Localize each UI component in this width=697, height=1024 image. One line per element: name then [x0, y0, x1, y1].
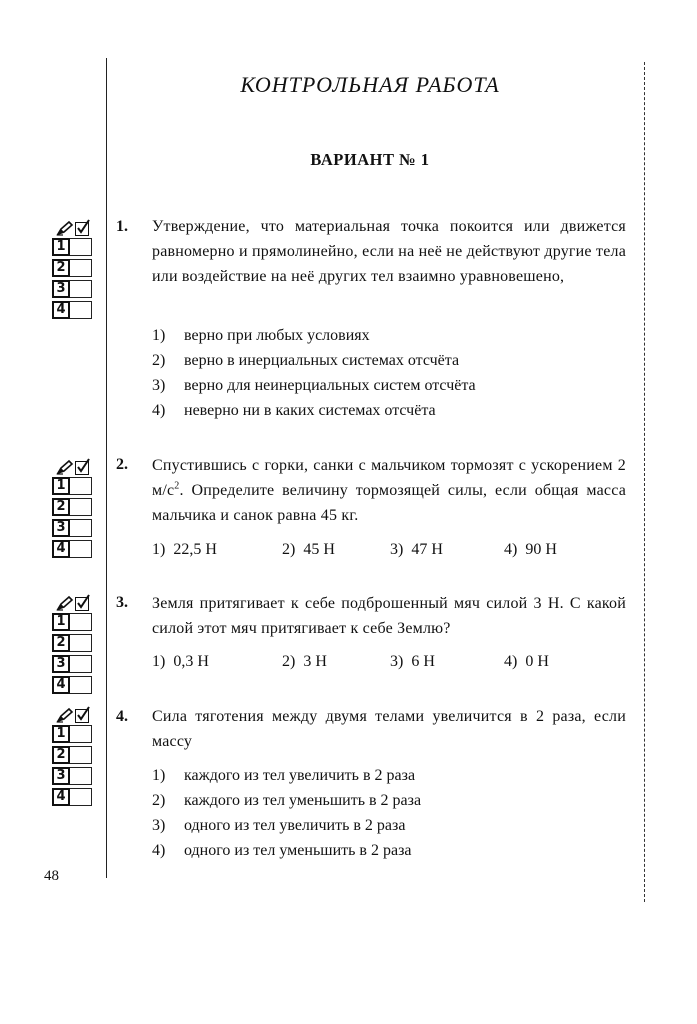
- answer-number-2: 2: [52, 259, 70, 277]
- answer-cell-1[interactable]: [70, 613, 92, 631]
- option-q1-1: 1) верно при любых условиях: [152, 327, 370, 344]
- question-number: 2.: [116, 456, 128, 473]
- answer-number-3: 3: [52, 655, 70, 673]
- pencil-icon: [56, 220, 74, 236]
- variant-heading: ВАРИАНТ № 1: [310, 150, 430, 169]
- answer-box-header: [56, 455, 98, 475]
- answer-cell-3[interactable]: [70, 519, 92, 537]
- answer-box-header: [56, 591, 98, 611]
- question-number: 4.: [116, 708, 128, 725]
- answer-cell-1[interactable]: [70, 477, 92, 495]
- option-q4-3: 3) одного из тел увеличить в 2 раза: [152, 817, 406, 834]
- answer-number-1: 1: [52, 477, 70, 495]
- option-q3-4: 4) 0 Н: [504, 653, 549, 670]
- option-q3-3: 3) 6 Н: [390, 653, 435, 670]
- options-list-q2: [152, 541, 557, 559]
- question-text-3: Земля притягивает к себе подброшенный мяч силой 3 Н. С какой силой этот мяч притягивает к себе Землю?: [152, 595, 626, 637]
- answer-number-2: 2: [52, 498, 70, 516]
- answer-number-2: 2: [52, 634, 70, 652]
- option-q1-2: 2) верно в инерциальных системах отсчёта: [152, 352, 460, 369]
- option-q1-3: 3) верно для неинерциальных систем отсчёта: [152, 377, 476, 394]
- answer-cell-1[interactable]: [70, 238, 92, 256]
- page-number: 48: [44, 868, 59, 884]
- answer-box-header: [56, 216, 98, 236]
- option-q3-2: 2) 3 Н: [282, 653, 327, 670]
- answer-cell-4[interactable]: [70, 540, 92, 558]
- option-q4-2: 2) каждого из тел уменьшить в 2 раза: [152, 792, 422, 809]
- answer-cell-2[interactable]: [70, 498, 92, 516]
- option-q4-1: 1) каждого из тел увеличить в 2 раза: [152, 767, 416, 784]
- answer-cell-2[interactable]: [70, 746, 92, 764]
- options-list-q4: [152, 763, 421, 863]
- answer-number-1: 1: [52, 238, 70, 256]
- cut-line: [644, 62, 645, 902]
- answer-box-header: [56, 703, 98, 723]
- page-title: КОНТРОЛЬНАЯ РАБОТА: [240, 72, 500, 97]
- pencil-icon: [56, 595, 74, 611]
- checkbox-icon: [75, 461, 89, 475]
- answer-cell-2[interactable]: [70, 634, 92, 652]
- option-q2-1: 1) 22,5 Н: [152, 541, 217, 558]
- pencil-icon: [56, 459, 74, 475]
- option-q3-1: 1) 0,3 Н: [152, 653, 209, 670]
- question-text-4: Сила тяготения между двумя телами увеличится в 2 раза, если массу: [152, 708, 626, 750]
- answer-box-q2: [52, 455, 98, 559]
- answer-cell-3[interactable]: [70, 655, 92, 673]
- answer-number-3: 3: [52, 767, 70, 785]
- answer-number-1: 1: [52, 613, 70, 631]
- margin-line: [106, 58, 107, 878]
- options-list-q3: [152, 653, 549, 671]
- answer-number-3: 3: [52, 280, 70, 298]
- answer-number-2: 2: [52, 746, 70, 764]
- answer-number-4: 4: [52, 788, 70, 806]
- option-q4-4: 4) одного из тел уменьшить в 2 раза: [152, 842, 412, 859]
- question-text-1: Утверждение, что материальная точка покоится или движется равномерно и прямолинейно, если на неё не действуют другие тела или воздействие на неё других тел взаимно уравновешено,: [152, 218, 626, 285]
- answer-cell-3[interactable]: [70, 280, 92, 298]
- answer-cell-4[interactable]: [70, 301, 92, 319]
- answer-box-q3: [52, 591, 98, 695]
- option-q2-4: 4) 90 Н: [504, 541, 557, 558]
- checkbox-icon: [75, 222, 89, 236]
- answer-number-4: 4: [52, 676, 70, 694]
- answer-number-4: 4: [52, 301, 70, 319]
- answer-number-1: 1: [52, 725, 70, 743]
- checkbox-icon: [75, 597, 89, 611]
- option-q2-3: 3) 47 Н: [390, 541, 443, 558]
- question-number: 3.: [116, 594, 128, 611]
- option-q1-4: 4) неверно ни в каких системах отсчёта: [152, 402, 436, 419]
- options-list-q1: [152, 323, 476, 423]
- answer-number-3: 3: [52, 519, 70, 537]
- answer-box-q4: [52, 703, 98, 807]
- question-text-2: Спустившись с горки, санки с мальчиком тормозят с ускорением 2 $м/с^2$. Определите величину тормозящей силы, если общая масса мальчика и санок равна 45 кг.: [152, 457, 626, 524]
- answer-cell-4[interactable]: [70, 676, 92, 694]
- checkbox-icon: [75, 709, 89, 723]
- answer-cell-2[interactable]: [70, 259, 92, 277]
- answer-number-4: 4: [52, 540, 70, 558]
- answer-cell-1[interactable]: [70, 725, 92, 743]
- answer-box-q1: [52, 216, 98, 320]
- answer-cell-4[interactable]: [70, 788, 92, 806]
- option-q2-2: 2) 45 Н: [282, 541, 335, 558]
- pencil-icon: [56, 707, 74, 723]
- answer-cell-3[interactable]: [70, 767, 92, 785]
- question-number: 1.: [116, 218, 128, 235]
